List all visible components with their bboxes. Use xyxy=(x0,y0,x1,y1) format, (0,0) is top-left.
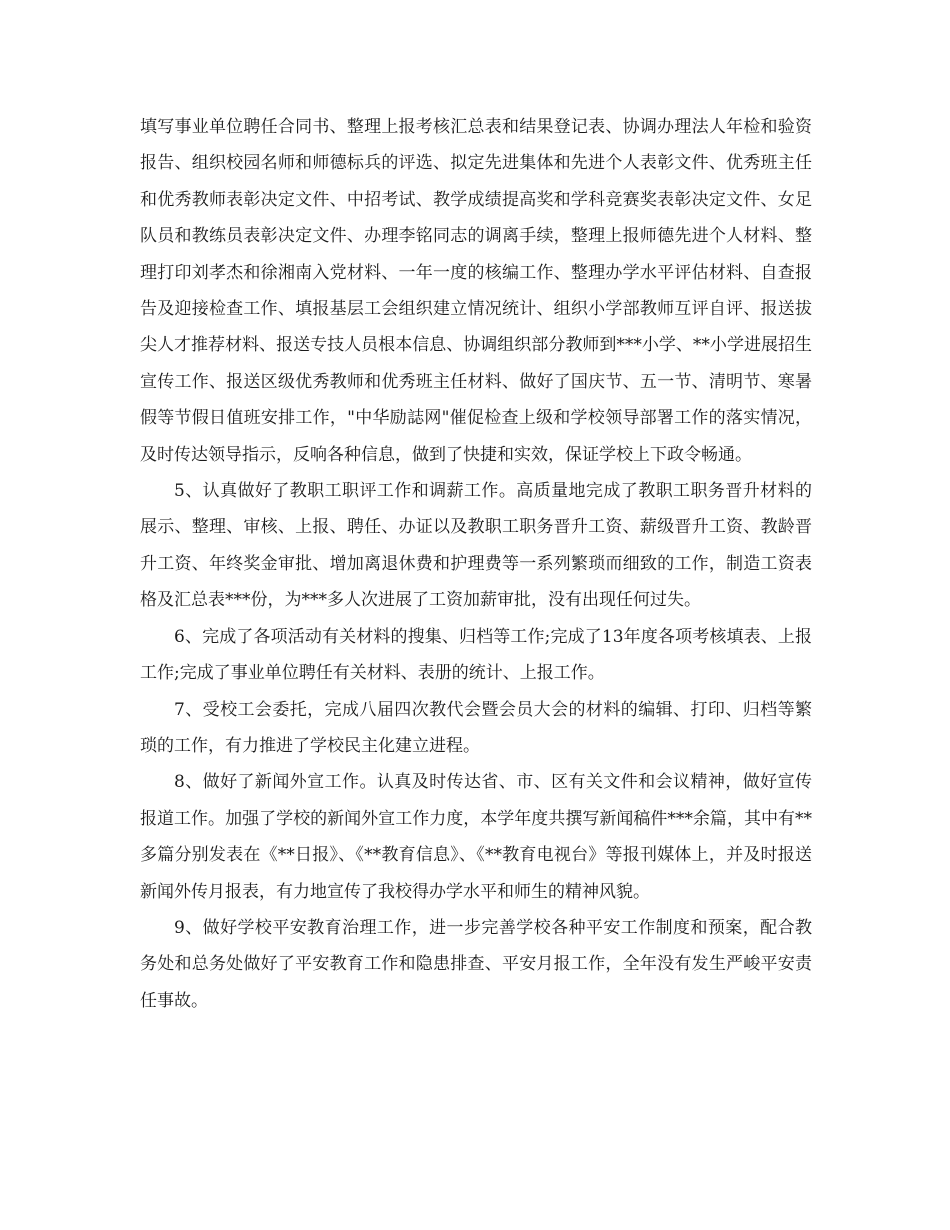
paragraph-item-6: 6、完成了各项活动有关材料的搜集、归档等工作;完成了13年度各项考核填表、上报工作;完成了事业单位聘任有关材料、表册的统计、上报工作。 xyxy=(140,626,812,684)
paragraph-item-9: 9、做好学校平安教育治理工作，进一步完善学校各种平安工作制度和预案，配合教务处和总务处做好了平安教育工作和隐患排查、平安月报工作，全年没有发生严峻平安责任事故。 xyxy=(140,917,812,1011)
document-body xyxy=(140,109,812,1019)
paragraph-item-8: 8、做好了新闻外宣工作。认真及时传达省、市、区有关文件和会议精神，做好宣传报道工作。加强了学校的新闻外宣工作力度，本学年度共撰写新闻稿件***余篇，其中有**多篇分别发表在《**日报》、《**教育信息》、《**教育电视台》等报刊媒体上，并及时报送新闻外传月报表，有力地宣传了我校得办学水平和师生的精神风貌。 xyxy=(140,772,812,902)
paragraph-item-5: 5、认真做好了教职工职评工作和调薪工作。高质量地完成了教职工职务晋升材料的展示、整理、审核、上报、聘任、办证以及教职工职务晋升工资、薪级晋升工资、教龄晋升工资、年终奖金审批、增加离退休费和护理费等一系列繁琐而细致的工作，制造工资表格及汇总表***份，为***多人次进展了工资加薪审批，没有出现任何过失。 xyxy=(140,481,812,611)
paragraph-item-7: 7、受校工会委托，完成八届四次教代会暨会员大会的材料的编辑、打印、归档等繁琐的工作，有力推进了学校民主化建立进程。 xyxy=(140,699,812,756)
paragraph-continued: 填写事业单位聘任合同书、整理上报考核汇总表和结果登记表、协调办理法人年检和验资报告、组织校园名师和师德标兵的评选、拟定先进集体和先进个人表彰文件、优秀班主任和优秀教师表彰决定文件、中招考试、教学成绩提高奖和学科竞赛奖表彰决定文件、女足队员和教练员表彰决定文件、办理李铭同志的调离手续，整理上报师德先进个人材料、整理打印刘孝杰和徐湘南入党材料、一年一度的核编工作、整理办学水平评估材料、自查报告及迎接检查工作、填报基层工会组织建立情况统计、组织小学部教师互评自评、报送拔尖人才推荐材料、报送专技人员根本信息、协调组织部分教师到***小学、**小学进展招生宣传工作、报送区级优秀教师和优秀班主任材料、做好了国庆节、五一节、清明节、寒暑假等节假日值班安排工作，"中华励誌网"催促检查上级和学校领导部署工作的落实情况，及时传达领导指示，反响各种信息，做到了快捷和实效，保证学校上下政令畅通。 xyxy=(140,117,812,465)
